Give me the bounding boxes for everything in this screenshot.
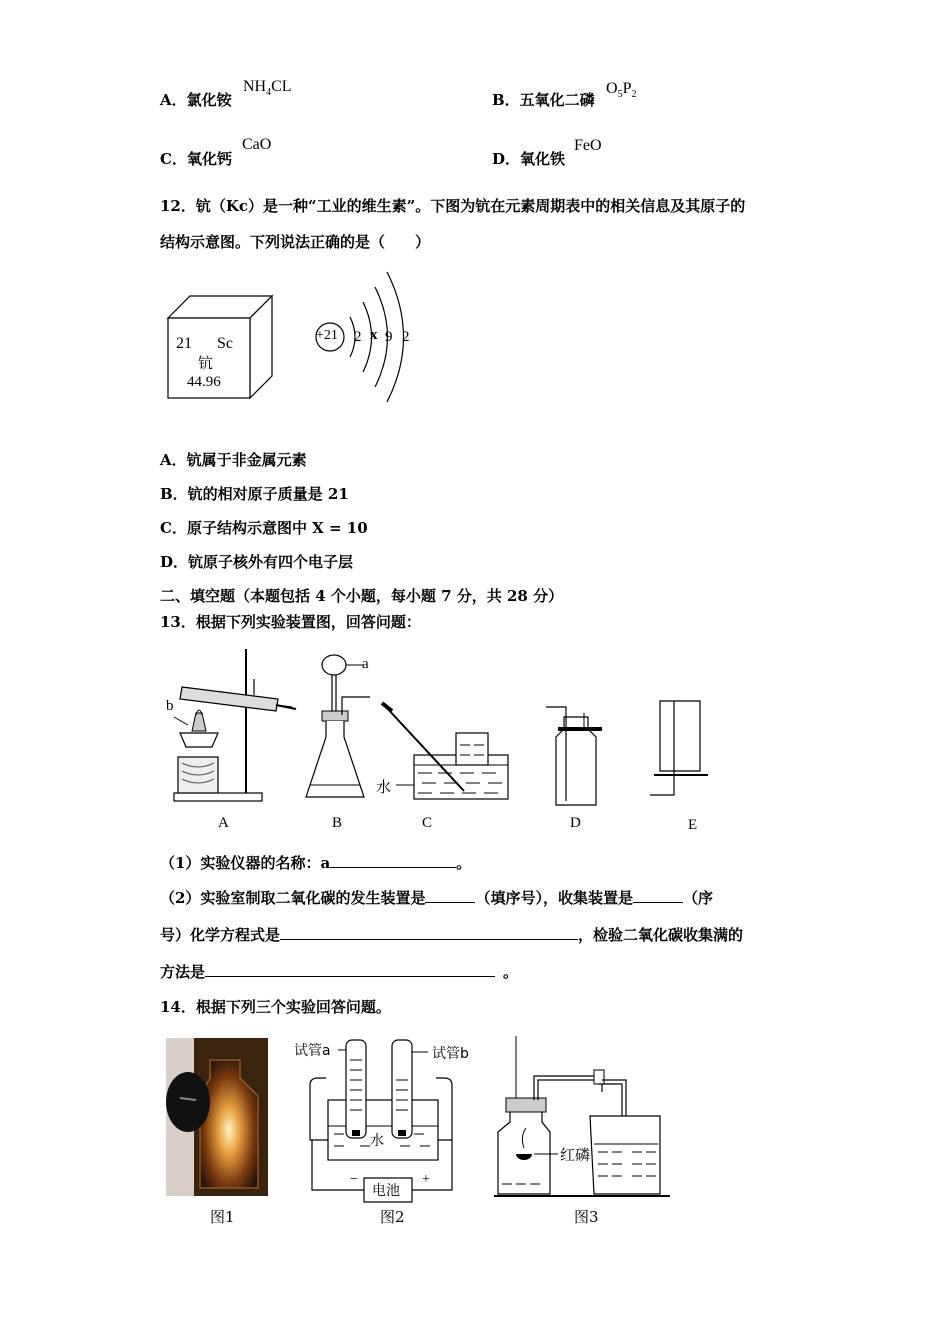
apparatus-label-a: A bbox=[218, 815, 229, 831]
apparatus-a bbox=[174, 649, 296, 801]
label-a: a bbox=[362, 656, 369, 672]
apparatus-label-b: B bbox=[332, 815, 343, 831]
q11-option-c-label: C．氧化钙 bbox=[160, 150, 232, 168]
q13-part1-prefix: （1）实验仪器的名称：a bbox=[160, 854, 331, 872]
answer-blank-equation[interactable] bbox=[280, 925, 578, 940]
q12-option-c: C．原子结构示意图中 X = 10 bbox=[160, 519, 368, 537]
q13-part2-l1a: （2）实验室制取二氧化碳的发生装置是 bbox=[160, 889, 426, 907]
q13-apparatus-figure bbox=[160, 645, 720, 815]
q13-part2-line2 bbox=[160, 925, 743, 945]
fig2-minus: − bbox=[350, 1172, 358, 1187]
q11-option-a-label: A．氯化铵 bbox=[160, 91, 232, 109]
fig1-photo bbox=[166, 1038, 268, 1196]
q13-stem: 13．根据下列实验装置图，回答问题： bbox=[160, 613, 421, 631]
q12-stem-line1: 12．钪（Kc）是一种“工业的维生素”。下图为钪在元素周期表中的相关信息及其原子的 bbox=[160, 197, 746, 215]
q13-part2-line3 bbox=[160, 962, 518, 982]
fig3-phosphorus-apparatus bbox=[494, 1036, 674, 1201]
atom-shell-1: 2 bbox=[354, 329, 362, 345]
label-water: 水 bbox=[376, 778, 392, 796]
q12-stem-line2: 结构示意图。下列说法正确的是（ ） bbox=[160, 233, 431, 251]
atom-shell-3: 9 bbox=[385, 329, 393, 345]
q12-option-b: B．钪的相对原子质量是 21 bbox=[160, 485, 349, 503]
answer-blank-method[interactable] bbox=[205, 962, 495, 977]
element-number: 21 bbox=[176, 335, 192, 352]
q13-part2-l2b: ，检验二氧化碳收集满的 bbox=[578, 926, 744, 944]
formula-b-sub2: 2 bbox=[631, 89, 637, 101]
fig2-caption: 图2 bbox=[380, 1208, 405, 1226]
q11-option-c bbox=[160, 149, 232, 169]
q13-part1-end: 。 bbox=[456, 854, 472, 872]
fig2-battery-label: 电池 bbox=[372, 1183, 400, 1199]
formula-b-main: O bbox=[606, 80, 618, 97]
q14-stem: 14．根据下列三个实验回答问题。 bbox=[160, 998, 391, 1016]
q13-part2-l1c: （序 bbox=[682, 889, 713, 907]
apparatus-label-d: D bbox=[570, 815, 581, 831]
formula-b-sub: 5 bbox=[617, 89, 623, 101]
answer-blank-a[interactable] bbox=[330, 853, 456, 868]
fig1-caption: 图1 bbox=[210, 1208, 235, 1226]
atom-nucleus: +21 bbox=[316, 328, 338, 343]
apparatus-d bbox=[546, 707, 602, 805]
apparatus-label-e: E bbox=[688, 817, 698, 833]
q13-part2-l3a: 方法是 bbox=[160, 963, 206, 981]
formula-a-tail: CL bbox=[271, 78, 292, 95]
q12-option-d: D．钪原子核外有四个电子层 bbox=[160, 553, 354, 571]
atom-shell-2: x bbox=[370, 327, 378, 343]
answer-blank-generator[interactable] bbox=[425, 888, 475, 903]
label-b: b bbox=[166, 698, 174, 714]
apparatus-b bbox=[306, 655, 370, 797]
q11-option-a bbox=[160, 90, 232, 110]
fig2-tube-b-label: 试管b bbox=[432, 1046, 469, 1062]
q13-part2-l3b: 。 bbox=[503, 963, 519, 981]
q11-option-d bbox=[492, 149, 565, 169]
apparatus-label-c: C bbox=[422, 815, 433, 831]
fig2-plus: + bbox=[422, 1172, 430, 1187]
q13-part2-l2a: 号）化学方程式是 bbox=[160, 926, 281, 944]
section-2-title: 二、填空题（本题包括 4 个小题，每小题 7 分，共 28 分） bbox=[160, 587, 564, 605]
q13-part2-l1b: （填序号），收集装置是 bbox=[475, 889, 633, 907]
fig3-red-phosphorus-label: 红磷 bbox=[560, 1146, 591, 1164]
formula-b-mid: P bbox=[622, 80, 632, 97]
q11-formula-d: FeO bbox=[574, 137, 602, 154]
element-symbol: Sc bbox=[217, 335, 233, 352]
fig2-tube-a-label: 试管a bbox=[294, 1043, 331, 1059]
q11-option-b-label: B．五氧化二磷 bbox=[492, 91, 595, 109]
q13-part2-line1 bbox=[160, 888, 713, 908]
q11-formula-b bbox=[606, 80, 636, 100]
q11-formula-c: CaO bbox=[242, 136, 272, 153]
apparatus-c bbox=[382, 703, 508, 799]
element-name: 钪 bbox=[198, 354, 214, 372]
formula-a-sub: 4 bbox=[266, 87, 272, 99]
q11-option-b bbox=[492, 90, 595, 110]
atom-shell-4: 2 bbox=[402, 329, 410, 345]
q11-formula-a bbox=[243, 78, 292, 98]
fig2-water-label: 水 bbox=[370, 1133, 384, 1149]
fig3-caption: 图3 bbox=[574, 1208, 599, 1226]
apparatus-e bbox=[650, 701, 708, 795]
element-mass: 44.96 bbox=[187, 374, 221, 390]
q11-option-d-label: D．氧化铁 bbox=[492, 150, 566, 168]
q13-part1 bbox=[160, 853, 471, 873]
formula-a-main: NH bbox=[243, 78, 267, 95]
q12-option-a: A．钪属于非金属元素 bbox=[160, 451, 307, 469]
answer-blank-collector[interactable] bbox=[633, 888, 683, 903]
